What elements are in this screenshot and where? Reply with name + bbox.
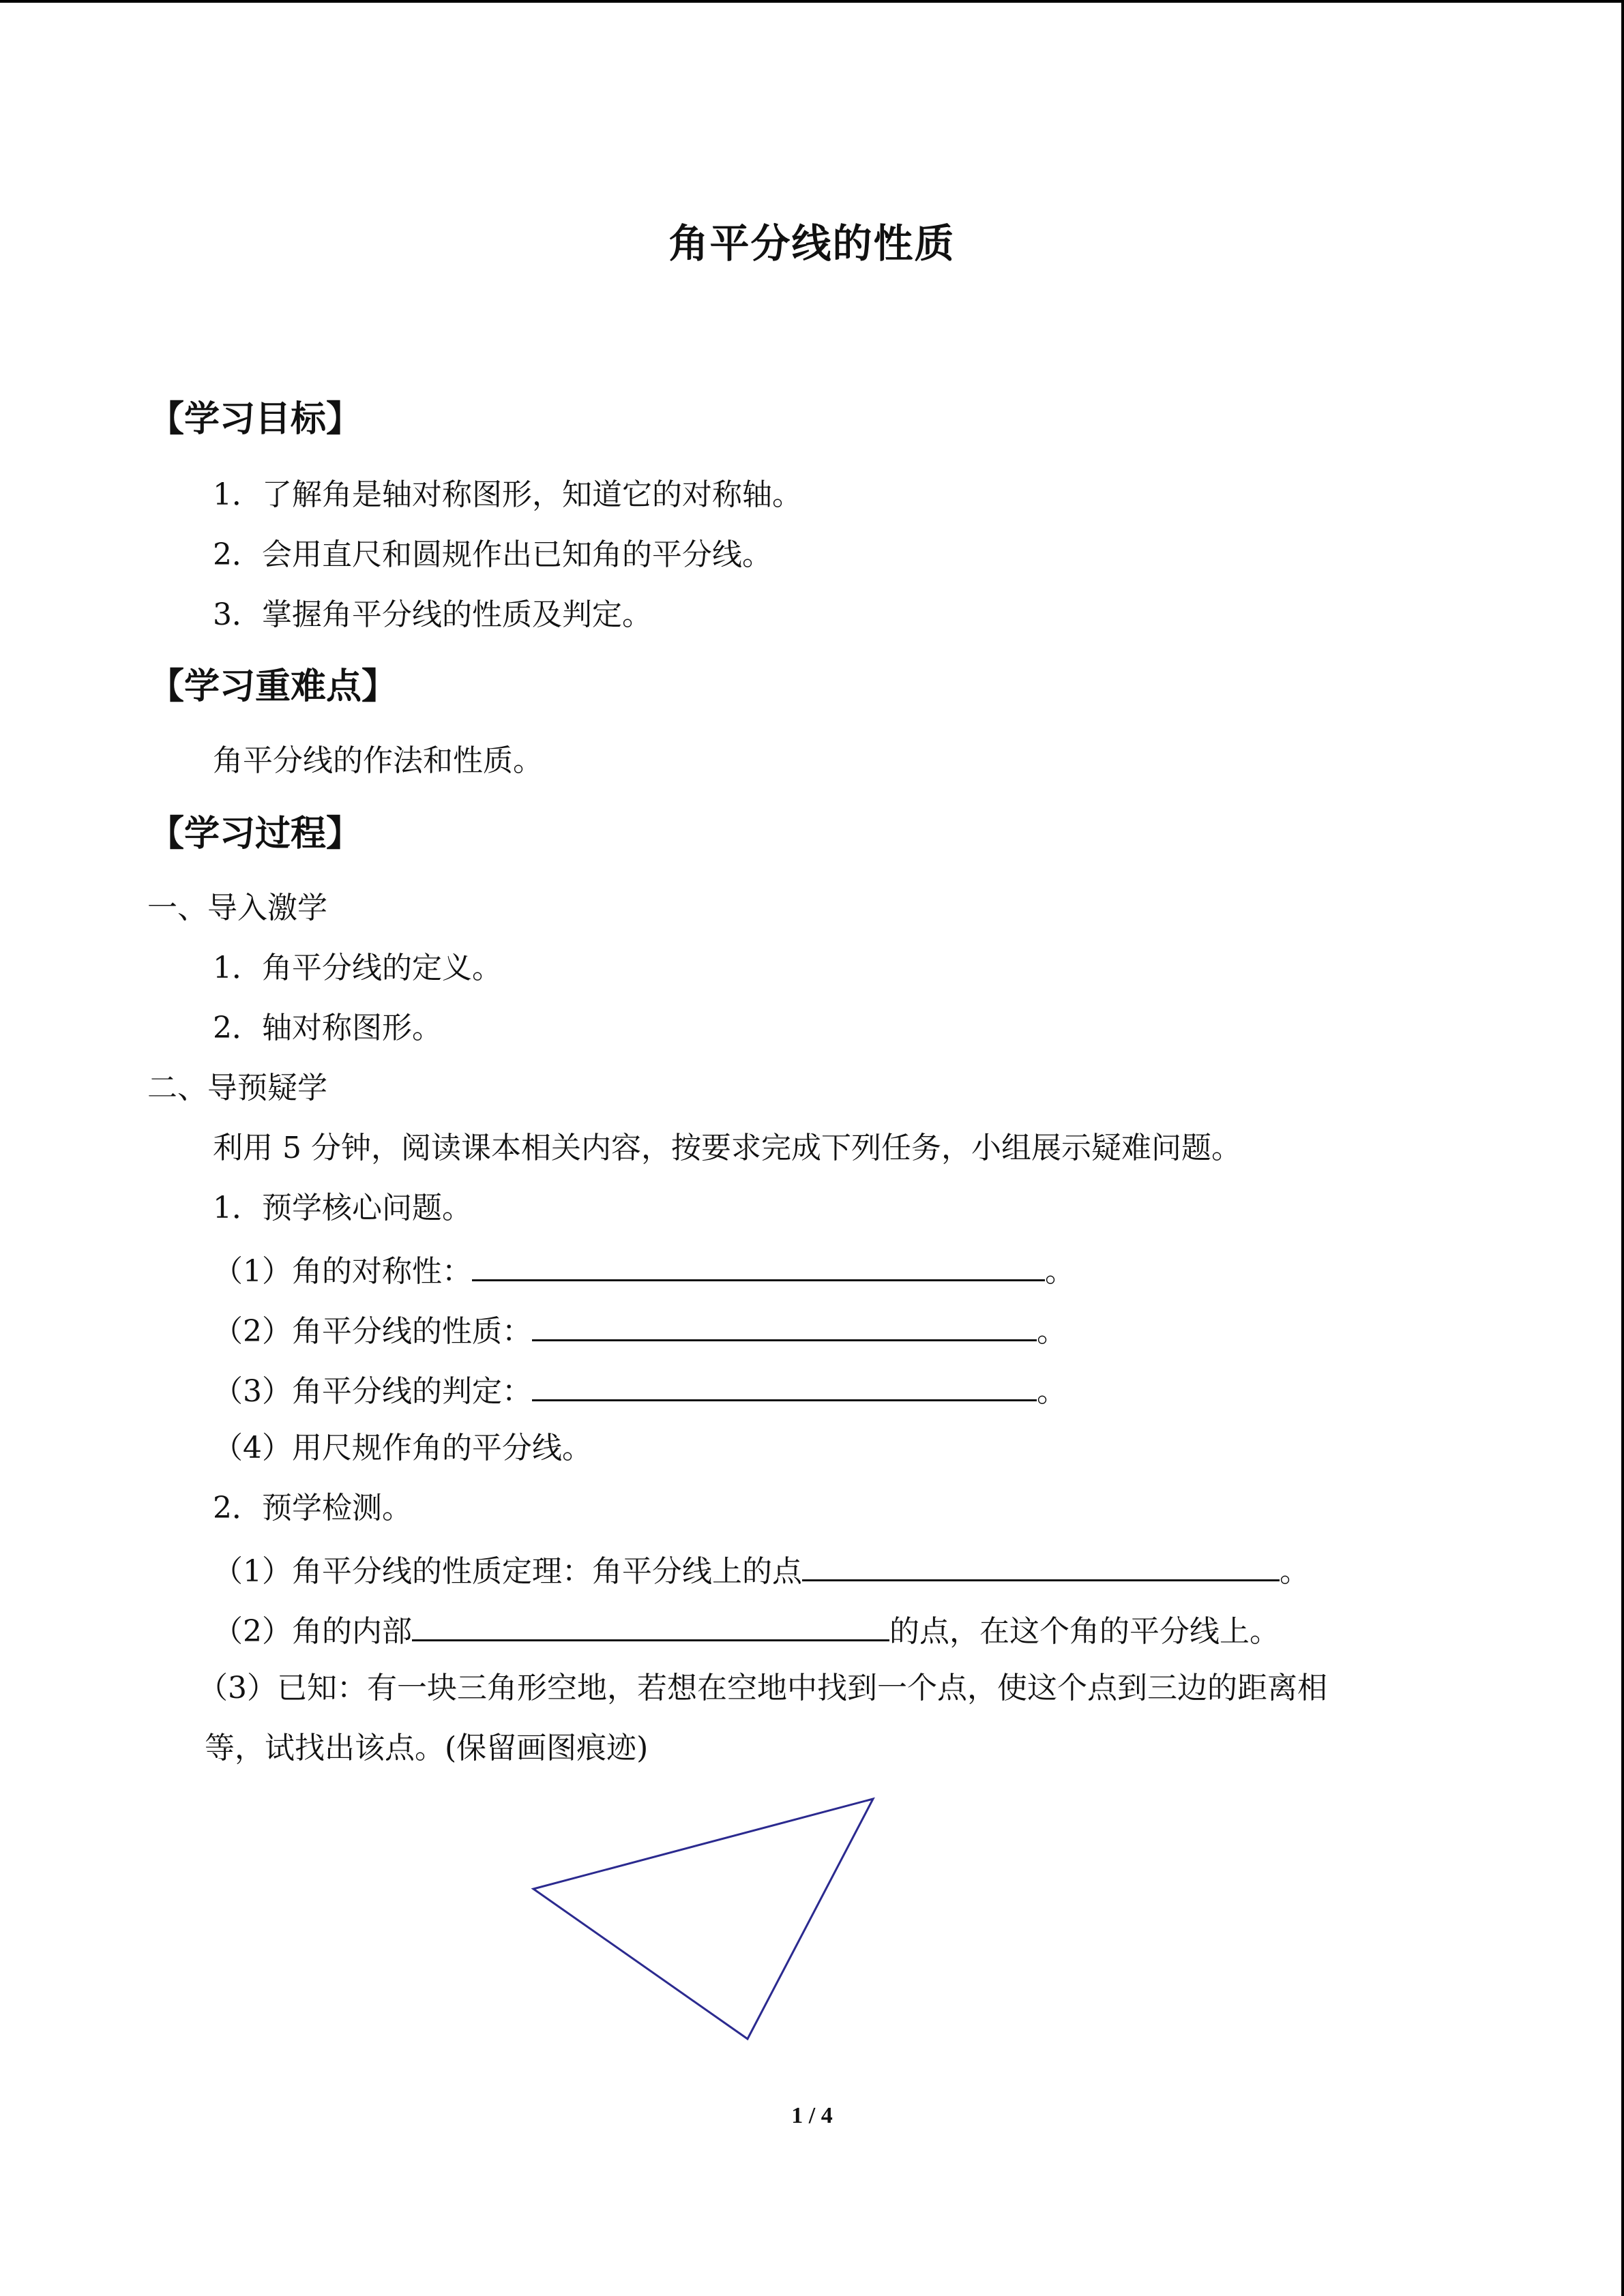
triangle-figure[interactable] bbox=[518, 1787, 887, 2053]
q1-item-3-suffix: 。 bbox=[1037, 1374, 1067, 1409]
q1-item-3 bbox=[213, 1369, 1067, 1411]
objective-item-3: 3．掌握角平分线的性质及判定。 bbox=[213, 597, 652, 632]
page-indicator: 1 / 4 bbox=[791, 2103, 833, 2128]
q2-item-3-line2: 等，试找出该点。(保留画图痕迹) bbox=[205, 1731, 649, 1765]
page-top-border bbox=[0, 0, 1624, 3]
q1-heading: 1．预学核心问题。 bbox=[213, 1191, 472, 1225]
part2-heading: 二、导预疑学 bbox=[147, 1071, 327, 1105]
q1-item-3-prefix: （3）角平分线的判定： bbox=[213, 1374, 532, 1409]
objective-item-1: 1．了解角是轴对称图形，知道它的对称轴。 bbox=[213, 477, 802, 512]
section-heading-process: 【学习过程】 bbox=[149, 814, 362, 854]
key-points-text: 角平分线的作法和性质。 bbox=[213, 743, 543, 778]
part1-item-2: 2．轴对称图形。 bbox=[213, 1011, 442, 1045]
q2-item-2-prefix: （2）角的内部 bbox=[213, 1614, 412, 1649]
q1-item-1-suffix: 。 bbox=[1045, 1254, 1075, 1289]
page-title: 角平分线的性质 bbox=[668, 220, 956, 267]
part2-intro: 利用 5 分钟，阅读课本相关内容，按要求完成下列任务，小组展示疑难问题。 bbox=[213, 1131, 1241, 1165]
q1-item-2-suffix: 。 bbox=[1037, 1314, 1067, 1349]
q2-item-2-suffix: 的点，在这个角的平分线上。 bbox=[889, 1614, 1280, 1649]
triangle-outline bbox=[533, 1799, 873, 2039]
answer-blank-symmetry[interactable] bbox=[472, 1249, 1045, 1281]
q1-item-1-prefix: （1）角的对称性： bbox=[213, 1254, 472, 1289]
answer-blank-criterion[interactable] bbox=[532, 1369, 1037, 1401]
q1-item-2 bbox=[213, 1309, 1067, 1351]
page-right-border bbox=[1621, 0, 1624, 2296]
q2-item-1-suffix: 。 bbox=[1280, 1554, 1310, 1589]
q1-item-2-prefix: （2）角平分线的性质： bbox=[213, 1314, 532, 1349]
objective-item-2: 2．会用直尺和圆规作出已知角的平分线。 bbox=[213, 537, 772, 572]
part1-heading: 一、导入激学 bbox=[147, 891, 327, 925]
section-heading-key-points: 【学习重难点】 bbox=[149, 666, 398, 707]
q1-item-1 bbox=[213, 1249, 1075, 1291]
section-heading-objectives: 【学习目标】 bbox=[149, 399, 362, 440]
q2-heading: 2．预学检测。 bbox=[213, 1491, 412, 1525]
answer-blank-property[interactable] bbox=[532, 1309, 1037, 1341]
q2-item-2 bbox=[213, 1609, 1280, 1651]
q2-item-1 bbox=[213, 1549, 1310, 1591]
q2-item-1-prefix: （1）角平分线的性质定理：角平分线上的点 bbox=[213, 1554, 802, 1589]
q1-item-4: （4）用尺规作角的平分线。 bbox=[213, 1431, 592, 1465]
answer-blank-interior[interactable] bbox=[412, 1609, 889, 1641]
q2-item-3-line1: （3）已知：有一块三角形空地，若想在空地中找到一个点，使这个点到三边的距离相 bbox=[198, 1671, 1327, 1705]
part1-item-1: 1．角平分线的定义。 bbox=[213, 951, 502, 985]
answer-blank-theorem[interactable] bbox=[802, 1549, 1280, 1581]
